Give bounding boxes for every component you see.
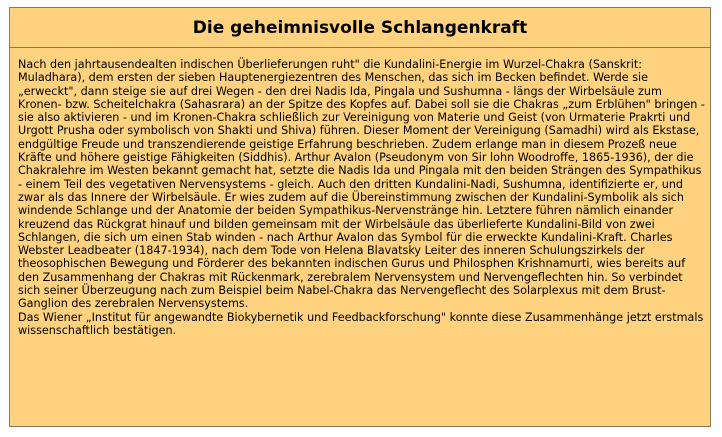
article-panel [9, 7, 711, 427]
paragraph-institute: Das Wiener „Institut für angewandte Biokybernetik und Feedbackforschung" konnte diese Zusammenhänge jetzt erstmals wissenschaftlich bestätigen. [18, 310, 704, 337]
paragraph-main: Nach den jahrtausendealten indischen Überlieferungen ruht" die Kundalini-Energie im Wurzel-Chakra (Sanskrit: Muladhara), dem ersten der sieben Hauptenergiezentren des Menschen, das sich im Becken befindet. Werde sie „erweckt", dann steige sie auf drei Wegen - den drei Nadis Ida, Pingala und Sushumna - längs der Wirbelsäule zum Kronen- bzw. Scheitelchakra (Sahasrara) an der Spitze des Kopfes auf. Dabei soll sie die Chakras „zum Erblühen" bringen - sie also aktivieren - und im Kronen-Chakra schließlich zur Vereinigung von Materie und Geist (von Urmaterie Prakrti und Urgott Prusha oder symbolisch von Shakti und Shiva) führen. Dieser Moment der Vereinigung (Samadhi) wird als Ekstase, endgültige Freude und transzendierende geistige Erfahrung beschrieben. Zudem erlange man in diesem Prozeß neue Kräfte und höhere geistige Fähigkeiten (Siddhis). Arthur Avalon (Pseudonym von Sir lohn Woodroffe, 1865-1936), der die Chakralehre im Westen bekannt gemacht hat, setzte die Nadis Ida und Pingala mit den beiden Strängen des Sympathikus - einem Teil des vegetativen Nervensystems - gleich. Auch den dritten Kundalini-Nadi, Sushumna, identifizierte er, und zwar als das Innere der Wirbelsäule. Er wies zudem auf die Übereinstimmung zwischen der Kundalini-Symbolik als sich windende Schlange und der Anatomie der beiden Sympathikus-Nervenstränge hin. Letztere führen nämlich einander kreuzend das Rückgrat hinauf und bilden gemeinsam mit der Wirbelsäule das überlieferte Kundalini-Bild von zwei Schlangen, die sich um einen Stab winden - nach Arthur Avalon das Symbol für die erweckte Kundalini-Kraft. Charles Webster Leadbeater (1847-1934), nach dem Tode von Helena Blavatsky Leiter des inneren Schulungszirkels der theosophischen Bewegung und Förderer des bekannten indischen Gurus und Philosphen Krishnamurti, wies bereits auf den Zusammenhang der Chakras mit Rückenmark, zerebralem Nervensystem und Nervengeflechten hin. So verbindet sich seiner Überzeugung nach zum Beispiel beim Nabel-Chakra das Nervengeflecht des Solarplexus mit dem Brust-Ganglion des zerebralen Nervensystems. [18, 58, 705, 311]
title-box [10, 8, 710, 48]
article-body [18, 58, 708, 337]
page-title: Die geheimnisvolle Schlangenkraft [192, 18, 528, 38]
